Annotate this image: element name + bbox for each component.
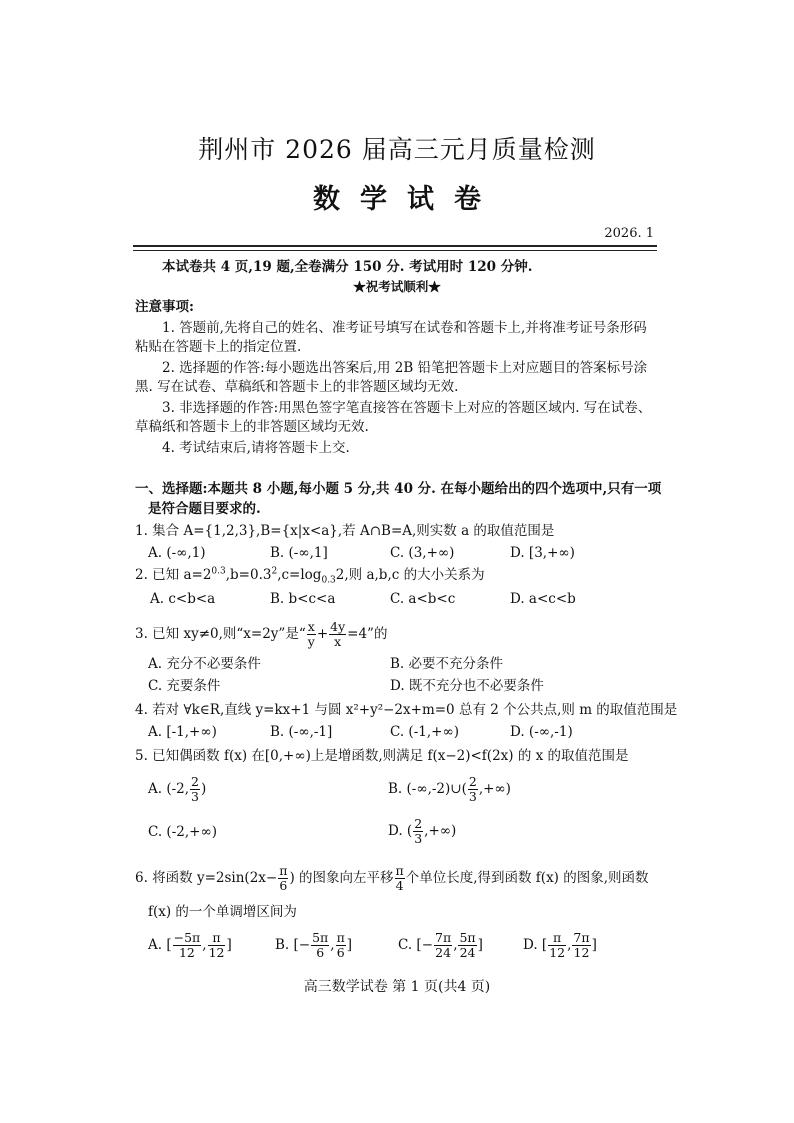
q4-option-d: D. (-∞,-1): [510, 724, 573, 740]
q1-option-b: B. (-∞,1]: [270, 545, 328, 561]
exam-wish: ★祝考试顺利★: [353, 279, 441, 294]
q4-option-c: C. (-1,+∞): [390, 724, 459, 740]
exam-summary: 本试卷共 4 页,19 题,全卷满分 150 分. 考试用时 120 分钟.: [162, 259, 533, 275]
question-5: 5. 已知偶函数 f(x) 在[0,+∞)上是增函数,则满足 f(x−2)<f(2x) 的 x 的取值范围是: [135, 748, 629, 764]
notice-item-3-cont: 草稿纸和答题卡上的非答题区域均无效.: [135, 419, 369, 435]
q6-option-b: B. [− $\frac{5\pi}{6}$ , $\frac{\pi}{6}$ ]: [275, 930, 353, 960]
question-4: 4. 若对 ∀k∈R,直线 y=kx+1 与圆 x²+y²−2x+m=0 总有 2 个公共点,则 m 的取值范围是: [135, 702, 678, 718]
q3-option-d: D. 既不充分也不必要条件: [390, 678, 544, 694]
header-rule-thin: [133, 250, 657, 251]
notice-item-1: 1. 答题前,先将自己的姓名、准考证号填写在试卷和答题卡上,并将准考证号条形码: [162, 320, 647, 336]
q2-option-d: D. a<c<b: [510, 591, 576, 607]
q5-option-c: C. (-2,+∞): [148, 824, 217, 840]
notice-heading: 注意事项:: [135, 299, 194, 315]
q5-option-b: B. (-∞,-2)∪( $\frac{2}{3}$ ,+∞): [388, 774, 511, 804]
q3-option-b: B. 必要不充分条件: [390, 656, 504, 672]
q6-option-c: C. [− $\frac{7\pi}{24}$ , $\frac{5\pi}{24}$ ]: [398, 930, 483, 960]
notice-item-2: 2. 选择题的作答:每小题选出答案后,用 2B 铅笔把答题卡上对应题目的答案标号涂: [162, 360, 648, 376]
q2-option-c: C. a<b<c: [390, 591, 456, 607]
q1-option-a: A. (-∞,1): [148, 545, 206, 561]
header-rule-thick: [133, 245, 657, 247]
q6-option-d: D. [ $\frac{\pi}{12}$ , $\frac{7\pi}{12}$ ]: [523, 930, 597, 960]
notice-item-1-cont: 粘贴在答题卡上的指定位置.: [135, 339, 302, 355]
question-6: 6. 将函数 y=2sin(2x− $\frac{\pi}{6}$ ) 的图象向左平移 $\frac{\pi}{4}$ 个单位长度,得到函数 f(x) 的图象,则函数: [135, 863, 649, 893]
q2-option-a: A. c<b<a: [150, 591, 216, 607]
q2-option-b: B. b<c<a: [270, 591, 336, 607]
exam-title: 荆州市 2026 届高三元月质量检测: [198, 135, 596, 164]
q4-option-b: B. (-∞,-1]: [270, 724, 333, 740]
q4-option-a: A. [-1,+∞): [148, 724, 217, 740]
notice-item-2-cont: 黑. 写在试卷、草稿纸和答题卡上的非答题区域均无效.: [135, 379, 459, 395]
exam-date: 2026. 1: [604, 226, 654, 241]
notice-item-3: 3. 非选择题的作答:用黑色签字笔直接答在答题卡上对应的答题区域内. 写在试卷、: [162, 400, 652, 416]
exam-subject: 数学试卷: [313, 184, 501, 215]
section-heading: 一、选择题:本题共 8 小题,每小题 5 分,共 40 分. 在每小题给出的四个选项中,只有一项: [135, 481, 662, 497]
question-6-cont: f(x) 的一个单调增区间为: [148, 904, 297, 920]
q5-option-d: D. ( $\frac{2}{3}$ ,+∞): [388, 816, 457, 846]
q5-option-a: A. (-2, $\frac{2}{3}$ ): [148, 774, 207, 804]
question-2: 2. 已知 $a=2^{0.3},b=0.3^2,c=\log_{0.3}2$,则 a,b,c 的大小关系为: [135, 566, 485, 586]
q1-option-d: D. [3,+∞): [510, 545, 575, 561]
section-heading-cont: 是符合题目要求的.: [148, 501, 261, 517]
q3-option-c: C. 充要条件: [148, 678, 221, 694]
q1-option-c: C. (3,+∞): [390, 545, 455, 561]
question-3: 3. 已知 xy≠0,则“x=2y”是“ $\frac{x}{y}$ + $\frac{4y}{x}$ =4”的: [135, 619, 388, 649]
notice-item-4: 4. 考试结束后,请将答题卡上交.: [162, 440, 350, 456]
q3-option-a: A. 充分不必要条件: [148, 656, 261, 672]
question-1: 1. 集合 A={1,2,3},B={x|x<a},若 A∩B=A,则实数 a 的取值范围是: [135, 523, 555, 539]
page-footer: 高三数学试卷 第 1 页(共4 页): [303, 979, 491, 995]
q6-option-a: A. [ $\frac{-5\pi}{12}$ , $\frac{\pi}{12}$ ]: [148, 930, 232, 960]
